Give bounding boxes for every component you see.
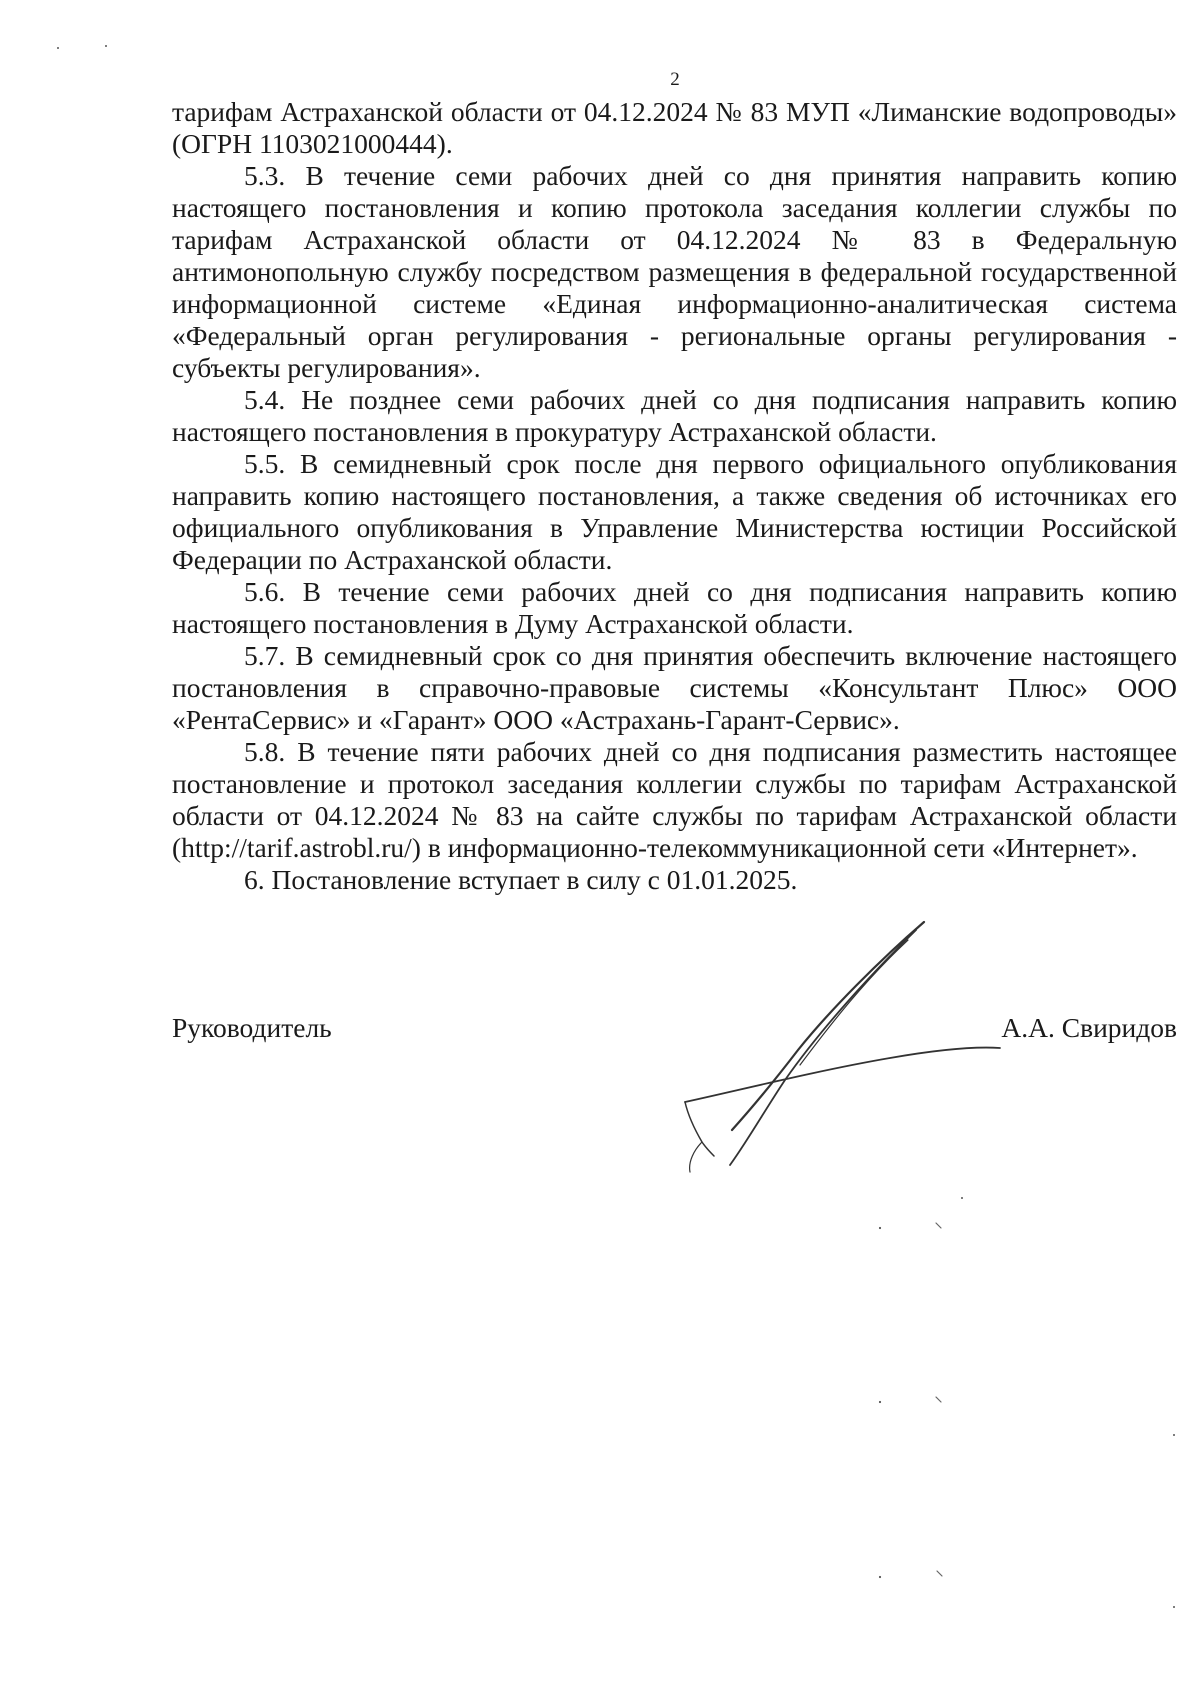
paragraph-continuation: тарифам Астраханской области от 04.12.2024 № 83 МУП «Лиманские водопроводы» (ОГРН 1103021000444). [172, 96, 1177, 159]
page-number: 2 [670, 69, 680, 90]
paragraph-5-5: 5.5. В семидневный срок после дня первого официального опубликования направить копию настоящего постановления, а также сведения об источниках его официального опубликования в Управление Министерства юстиции Российской Федерации по Астраханской области. [172, 448, 1177, 575]
paragraph-5-8: 5.8. В течение пяти рабочих дней со дня подписания разместить настоящее постановление и протокол заседания коллегии службы по тарифам Астраханской области от 04.12.2024 № 83 на сайте службы по тарифам Астраханской области (http://tarif.astrobl.ru/) в информационно-телекоммуникационной сети «Интернет». [172, 736, 1177, 863]
paragraph-5-4: 5.4. Не позднее семи рабочих дней со дня подписания направить копию настоящего постановления в прокуратуру Астраханской области. [172, 384, 1177, 447]
paragraph-5-6: 5.6. В течение семи рабочих дней со дня подписания направить копию настоящего постановления в Думу Астраханской области. [172, 576, 1177, 639]
paragraph-5-7: 5.7. В семидневный срок со дня принятия обеспечить включение настоящего постановления в справочно-правовые системы «Консультант Плюс» ООО «РентаСервис» и «Гарант» ООО «Астрахань-Гарант-Сервис». [172, 640, 1177, 735]
paragraph-6: 6. Постановление вступает в силу с 01.01.2025. [244, 864, 798, 895]
document-body [172, 96, 1177, 896]
handwritten-signature [680, 920, 1040, 1190]
signatory-name: А.А. Свиридов [1001, 1012, 1177, 1043]
paragraph-5-3: 5.3. В течение семи рабочих дней со дня принятия направить копию настоящего постановления и копию протокола заседания коллегии службы по тарифам Астраханской области от 04.12.2024 № 83 в Федеральную антимонопольную службу посредством размещения в федеральной государственной информационной системе «Единая информационно-аналитическая система «Федеральный орган регулирования - региональные органы регулирования - субъекты регулирования». [172, 160, 1177, 383]
signatory-position: Руководитель [172, 1012, 332, 1043]
